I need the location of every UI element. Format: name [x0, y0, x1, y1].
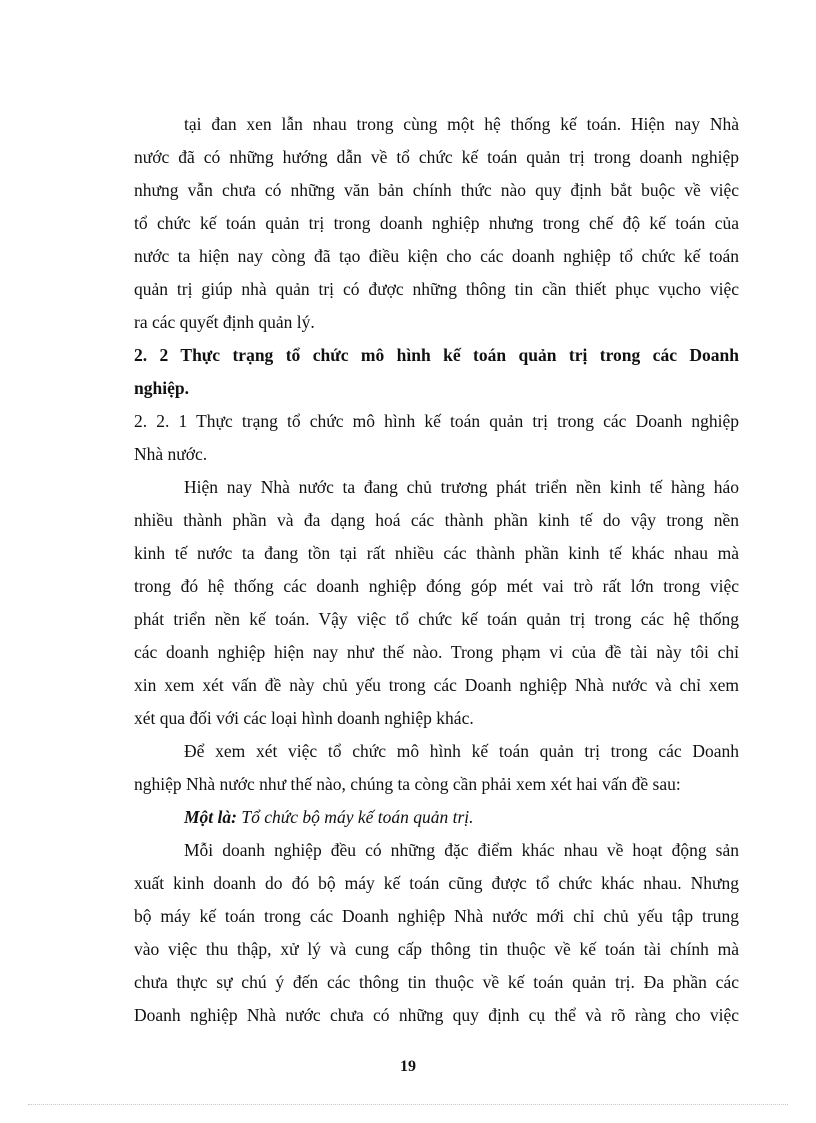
heading-line: 2. 2 Thực trạng tổ chức mô hình kế toán quản trị trong các Doanh	[134, 345, 739, 365]
paragraph-line: kinh tế nước ta đang tồn tại rất nhiều các thành phần kinh tế khác nhau mà	[134, 543, 739, 563]
section-heading-2-2-1	[134, 405, 739, 471]
paragraph-line: tổ chức kế toán quản trị trong doanh nghiệp nhưng trong chế độ kế toán của	[134, 213, 739, 233]
paragraph-2	[134, 471, 739, 735]
heading-line: nghiệp.	[134, 378, 189, 398]
paragraph-1	[134, 108, 739, 339]
paragraph-line: ra các quyết định quản lý.	[134, 312, 315, 332]
paragraph-line: quản trị giúp nhà quản trị có được những thông tin cần thiết phục vụcho việc	[134, 279, 739, 299]
subheading-text: Tổ chức bộ máy kế toán quản trị.	[241, 807, 474, 827]
subheading-label: Một là:	[184, 807, 237, 827]
page-number: 19	[400, 1058, 416, 1075]
paragraph-line: bộ máy kế toán trong các Doanh nghiệp Nhà nước mới chỉ chủ yếu tập trung	[134, 906, 739, 926]
paragraph-line: nghiệp Nhà nước như thế nào, chúng ta còng cần phải xem xét hai vấn đề sau:	[134, 774, 681, 794]
paragraph-line: Hiện nay Nhà nước ta đang chủ trương phát triển nền kinh tế hàng háo	[184, 477, 739, 497]
paragraph-4	[134, 834, 739, 1032]
paragraph-line: các doanh nghiệp hiện nay như thế nào. Trong phạm vi của đề tài này tôi chỉ	[134, 642, 739, 662]
paragraph-line: xin xem xét vấn đề này chủ yếu trong các Doanh nghiệp Nhà nước và chỉ xem	[134, 675, 739, 695]
paragraph-line: chưa thực sự chú ý đến các thông tin thuộc về kế toán quản trị. Đa phần các	[134, 972, 739, 992]
section-heading-2-2	[134, 339, 739, 405]
paragraph-line: vào việc thu thập, xử lý và cung cấp thông tin thuộc về kế toán tài chính mà	[134, 939, 739, 959]
paragraph-line: nước ta hiện nay còng đã tạo điều kiện cho các doanh nghiệp tổ chức kế toán	[134, 246, 739, 266]
paragraph-line: phát triển nền kế toán. Vậy việc tổ chức kế toán quản trị trong các hệ thống	[134, 609, 739, 629]
paragraph-line: nước đã có những hướng dẫn về tổ chức kế toán quản trị trong doanh nghiệp	[134, 147, 739, 167]
body-text	[134, 108, 739, 1032]
paragraph-line: Mỗi doanh nghiệp đều có những đặc điểm khác nhau về hoạt động sản	[184, 840, 739, 860]
paragraph-line: xuất kinh doanh do đó bộ máy kế toán cũng được tổ chức khác nhau. Nhưng	[134, 873, 739, 893]
heading-line: 2. 2. 1 Thực trạng tổ chức mô hình kế toán quản trị trong các Doanh nghiệp	[134, 411, 739, 431]
heading-line: Nhà nước.	[134, 444, 208, 464]
paragraph-line: nhiều thành phần và đa dạng hoá các thành phần kinh tế do vậy trong nền	[134, 510, 739, 530]
paragraph-line: tại đan xen lẫn nhau trong cùng một hệ thống kế toán. Hiện nay Nhà	[184, 114, 739, 134]
paragraph-line: Để xem xét việc tổ chức mô hình kế toán quản trị trong các Doanh	[184, 741, 739, 761]
paragraph-line: xét qua đối với các loại hình doanh nghiệp khác.	[134, 708, 474, 728]
paragraph-line: Doanh nghiệp Nhà nước chưa có những quy định cụ thể và rõ ràng cho việc	[134, 1005, 739, 1025]
paragraph-line: trong đó hệ thống các doanh nghiệp đóng góp mét vai trò rất lớn trong việc	[134, 576, 739, 596]
subheading-mot-la	[134, 801, 739, 834]
paragraph-3	[134, 735, 739, 801]
footer-divider	[28, 1104, 788, 1105]
paragraph-line: nhưng vẫn chưa có những văn bản chính thức nào quy định bắt buộc về việc	[134, 180, 739, 200]
